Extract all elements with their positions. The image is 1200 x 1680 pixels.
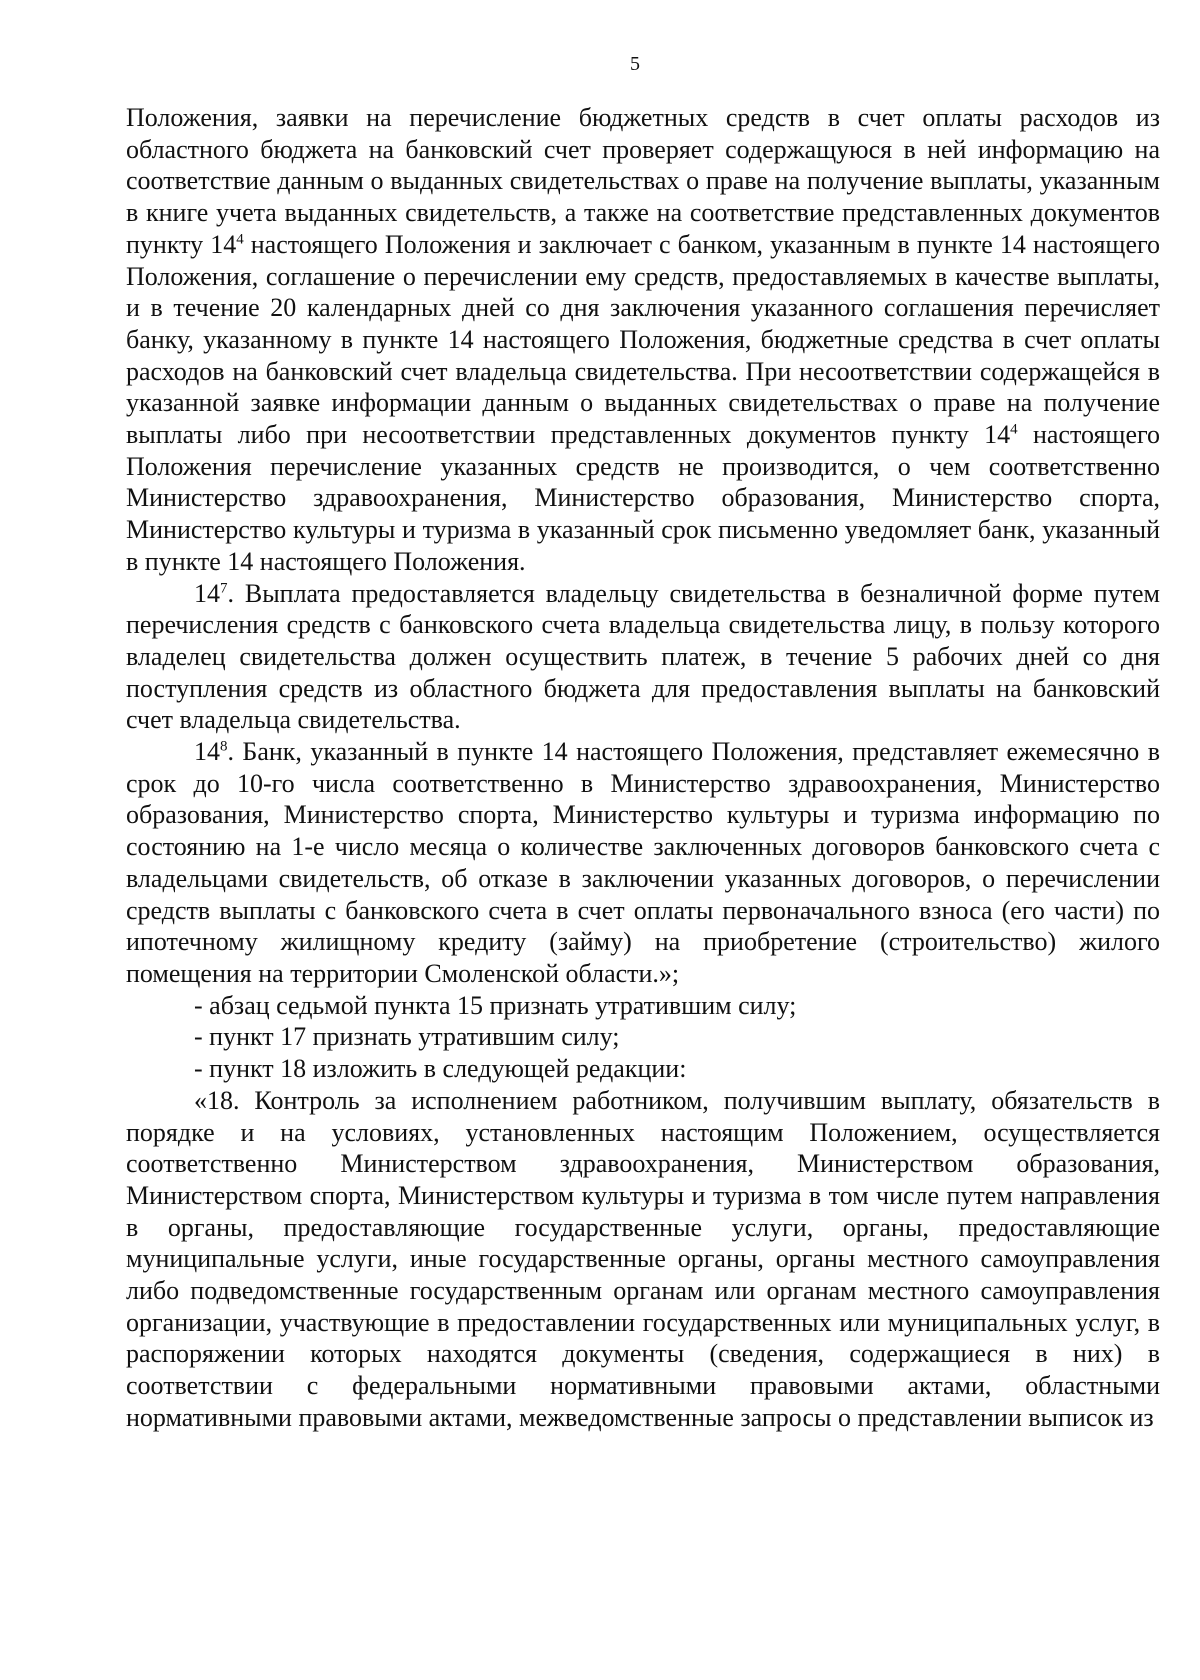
superscript: 8 xyxy=(220,738,228,755)
superscript: 4 xyxy=(1010,421,1018,438)
text-run: Положения, заявки на перечисление бюджетных средств в счет оплаты расходов из областного бюджета на банковский счет проверяет содержащуюся в ней информацию на соответствие данным о выданных свидетельствах о праве на получение выплаты, указанным в книге учета выданных свидетельств, а также на соответствие представленных документов пункту 14 xyxy=(126,103,1160,259)
paragraph-continuation xyxy=(126,102,1160,578)
item-number: 14 xyxy=(194,578,220,608)
superscript: 4 xyxy=(236,231,244,248)
list-item: - абзац седьмой пункта 15 признать утратившим силу; xyxy=(194,990,797,1020)
paragraph-14-8 xyxy=(126,736,1160,990)
page-number: 5 xyxy=(630,53,640,75)
text-run: . Банк, указанный в пункте 14 настоящего Положения, представляет ежемесячно в срок до 10-го числа соответственно в Министерство здравоохранения, Министерство образования, Министерство спорта, Министерство культуры и туризма информацию по состоянию на 1-е число месяца о количестве заключенных договоров банковского счета с владельцами свидетельств, об отказе в заключении указанных договоров, о перечислении средств выплаты с банковского счета в счет оплаты первоначального взноса (его части) по ипотечному жилищному кредиту (займу) на приобретение (строительство) жилого помещения на территории Смоленской области.»; xyxy=(126,737,1160,988)
list-item: - пункт 17 признать утратившим силу; xyxy=(194,1022,620,1052)
text-run: настоящего Положения и заключает с банком, указанным в пункте 14 настоящего Положения, соглашение о перечислении ему средств, предоставляемых в качестве выплаты, и в течение 20 календарных дней со дня заключения указанного соглашения перечисляет банку, указанному в пункте 14 настоящего Положения, бюджетные средства в счет оплаты расходов на банковский счет владельца свидетельства. При несоответствии содержащейся в указанной заявке информации данным о выданных свидетельствах о праве на получение выплаты либо при несоответствии представленных документов пункту 14 xyxy=(126,229,1161,450)
text-run: . Выплата предоставляется владельцу свидетельства в безналичной форме путем перечисления средств с банковского счета владельца свидетельства лицу, в пользу которого владелец свидетельства должен осуществить платеж, в течение 5 рабочих дней со дня поступления средств из областного бюджета для предоставления выплаты на банковский счет владельца свидетельства. xyxy=(126,578,1160,735)
text-run: настоящего Положения перечисление указанных средств не производится, о чем соответственно Министерство здравоохранения, Министерство образования, Министерство спорта, Министерство культуры и туризма в указанный срок письменно уведомляет банк, указанный в пункте 14 настоящего Положения. xyxy=(126,420,1160,576)
paragraph-18: «18. Контроль за исполнением работником, получившим выплату, обязательств в порядке и на условиях, установленных настоящим Положением, осуществляется соответственно Министерством здравоохранения, Министерством образования, Министерством спорта, Министерством культуры и туризма в том числе путем направления в органы, предоставляющие государственные услуги, органы, предоставляющие муниципальные услуги, иные государственные органы, органы местного самоуправления либо подведомственные государственным органам или органам местного самоуправления организации, участвующие в предоставлении государственных или муниципальных услуг, в распоряжении которых находятся документы (сведения, содержащиеся в них) в соответствии с федеральными нормативными правовыми актами, областными нормативными правовыми актами, межведомственные запросы о представлении выписок из xyxy=(126,1085,1160,1432)
superscript: 7 xyxy=(220,579,228,596)
item-number: 14 xyxy=(194,737,220,767)
paragraph-14-7 xyxy=(126,578,1160,737)
list-item: - пункт 18 изложить в следующей редакции: xyxy=(194,1054,687,1084)
document-body xyxy=(126,102,1160,1434)
